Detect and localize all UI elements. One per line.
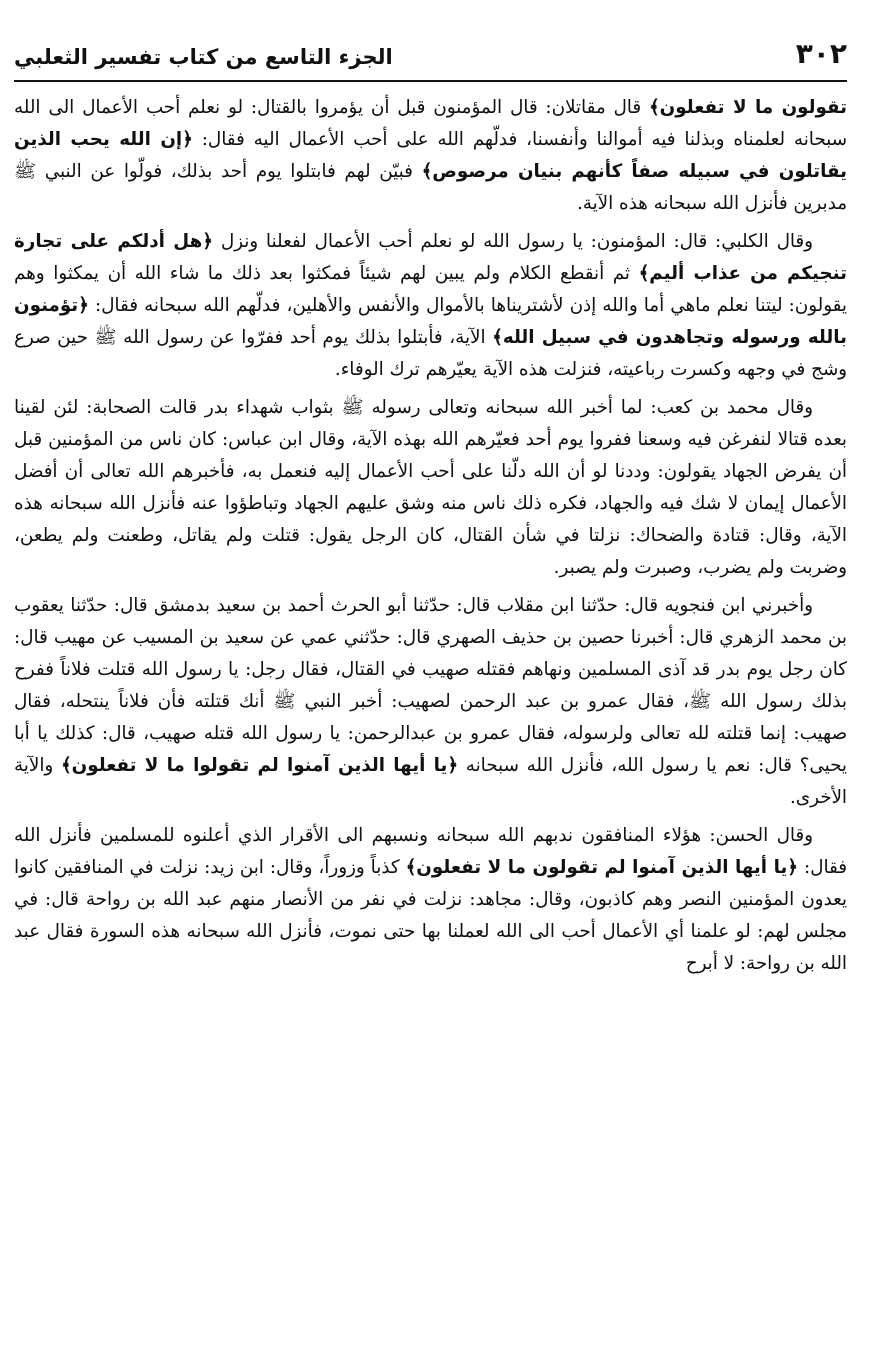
- text-run: وأخبرني ابن فنجويه قال: حدّثنا ابن مقلاب قال: حدّثنا أبو الحرث أحمد بن سعيد بدمشق قال: حدّثنا يعقوب بن محمد الزهري قال: أخبرنا حصين بن حذيف الصهري قال: حدّثني عمي عن سعيد بن المسيب عن مهيب قال: كان رجل يوم بدر قد آذى المسلمين ونهاهم فقتله صهيب في القتال، فقال رجل: يا رسول الله قتلت فلاناً ففرح بذلك رسول الله ﷺ، فقال عمرو بن عبد الرحمن لصهيب: أخبر النبي ﷺ أنك قتلته فأن فلاناً ينتحله، فقال صهيب: إنما قتلته لله تعالى ولرسوله، فقال عمرو بن عبدالرحمن: يا رسول الله قتله صهيب، قال: كذلك يا أبا يحيى؟ قال: نعم يا رسول الله، فأنزل الله سبحانه: [14, 595, 847, 776]
- quran-quote: تقولون ما لا تفعلون﴾: [648, 97, 847, 118]
- text-run: وقال الحسن: هؤلاء المنافقون ندبهم الله سبحانه ونسبهم الى الأقرار الذي أعلنوه للمسلمين فأنزل الله فقال:: [14, 825, 847, 878]
- quran-quote: ﴿يا أيها الذين آمنوا لم تقولون ما لا تفعلون﴾: [405, 857, 799, 878]
- quran-quote: ﴿إن الله يحب الذين يقاتلون في سبيله صفاً كأنهم بنيان مرصوص﴾: [14, 129, 847, 182]
- text-run: والآية الأخرى.: [14, 755, 847, 808]
- text-run: وقال محمد بن كعب: لما أخبر الله سبحانه وتعالى رسوله ﷺ بثواب شهداء بدر قالت الصحابة: لئن لقينا بعده قتالا لنفرغن فيه وسعنا ففروا يوم أحد فعيّرهم الله بهذه الآية، وقال ابن عباس: كان ناس من المؤمنين قبل أن يفرض الجهاد يقولون: وددنا لو أن الله دلّنا على أحب الأعمال إليه فنعمل به، فأخبرهم الله تعالى أن أفضل الأعمال إيمان لا شك فيه والجهاد، فكره ذلك ناس منه وشق عليهم الجهاد وتباطؤوا عنه فأنزل الله سبحانه هذه الآية، وقال: قتادة والضحاك: نزلتا في شأن القتال، كان الرجل يقول: قتلت ولم يقاتل، وطعنت ولم يطعن، وضربت ولم يضرب، وصبرت ولم يصبر.: [14, 397, 847, 578]
- paragraph: [14, 226, 847, 386]
- text-run: فبيّن لهم فابتلوا يوم أحد بذلك، فولّوا عن النبي ﷺ مدبرين فأنزل الله سبحانه هذه الآية.: [14, 161, 847, 214]
- paragraph: [14, 820, 847, 980]
- quran-quote: ﴿يا أيها الذين آمنوا لم تقولوا ما لا تفعلون﴾: [60, 755, 459, 776]
- text-run: وقال الكلبي: قال: المؤمنون: يا رسول الله لو نعلم أحب الأعمال لفعلنا ونزل: [213, 231, 814, 252]
- paragraph: [14, 590, 847, 814]
- paragraph: [14, 92, 847, 220]
- text-run: ثم أنقطع الكلام ولم يبين لهم شيئاً فمكثوا بعد ذلك ما شاء الله أن يمكثوا وهم يقولون: ليتنا نعلم ماهي أما والله إذن لأشتريناها بالأموال والأنفس والأهلين، فدلّهم الله سبحانه فقال:: [14, 263, 847, 316]
- text-run: كذباً وزوراً، وقال: ابن زيد: نزلت في المنافقين كانوا يعدون المؤمنين النصر وهم كاذبون، وقال: مجاهد: نزلت في نفر من الأنصار منهم عبد الله بن رواحة قال: في مجلس لهم: لو علمنا أي الأعمال أحب الى الله لعملنا بها حتى نموت، فأنزل الله سبحانه هذه السورة فقال عبد الله بن رواحة: لا أبرح: [14, 857, 847, 974]
- quran-quote: ﴿تؤمنون بالله ورسوله وتجاهدون في سبيل الله﴾: [14, 295, 847, 348]
- text-run: الآية، فأبتلوا بذلك يوم أحد ففرّوا عن رسول الله ﷺ حين صرع وشج في وجهه وكسرت رباعيته، فنزلت هذه الآية يعيّرهم ترك الوفاء.: [14, 327, 847, 380]
- quran-quote: ﴿هل أدلكم على تجارة تنجيكم من عذاب أليم﴾: [14, 231, 847, 284]
- page-header: [14, 32, 847, 82]
- body-text: [14, 92, 847, 980]
- paragraph: [14, 392, 847, 584]
- running-title: الجزء التاسع من كتاب تفسير الثعلبي: [14, 45, 393, 69]
- text-run: قال مقاتلان: قال المؤمنون قبل أن يؤمروا بالقتال: لو نعلم أحب الأعمال الى الله سبحانه لعلمناه وبذلنا فيه أموالنا وأنفسنا، فدلّهم الله على أحب الأعمال اليه فقال:: [14, 97, 847, 150]
- page-number: ٣٠٢: [795, 37, 847, 70]
